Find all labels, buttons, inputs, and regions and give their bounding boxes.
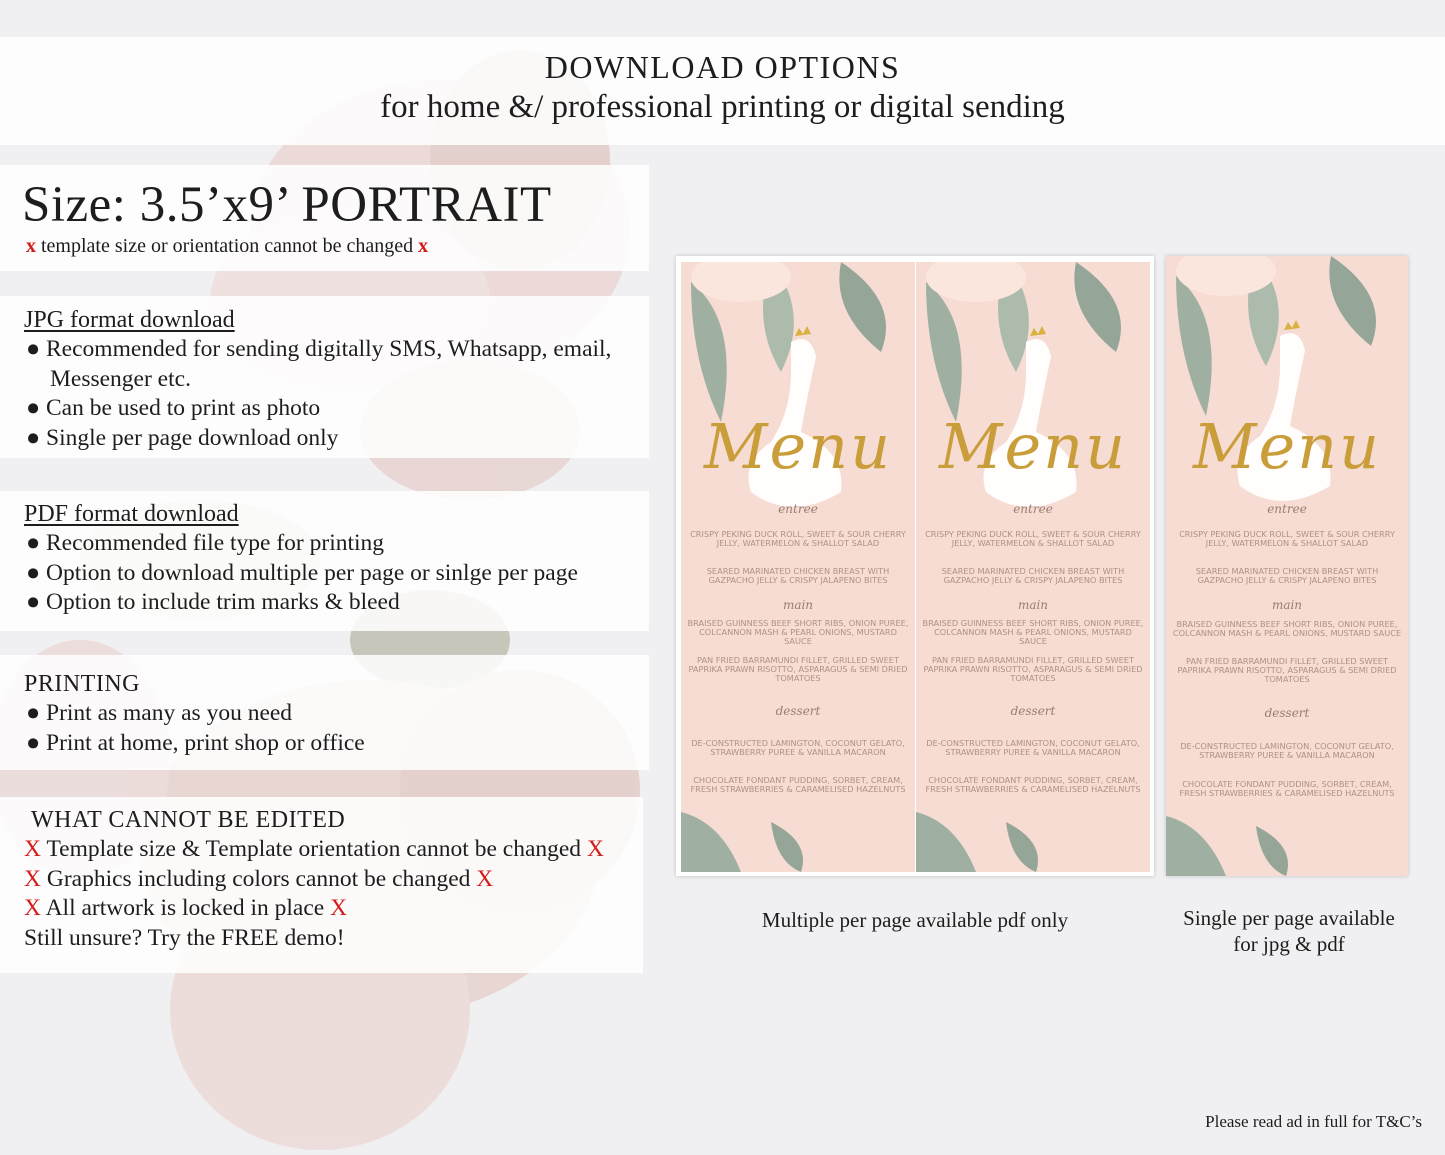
menu-item-text: PAN FRIED BARRAMUNDI FILLET, GRILLED SWEET PAPRIKA PRAWN RISOTTO, ASPARAGUS & SEMI DRIED TOMATOES <box>923 655 1143 684</box>
x-mark-icon: X <box>330 895 348 922</box>
size-title: Size: 3.5’x9’ PORTRAIT <box>22 177 552 233</box>
menu-item-text: CRISPY PEKING DUCK ROLL, SWEET & SOUR CHERRY JELLY, WATERMELON & SHALLOT SALAD <box>925 529 1141 549</box>
list-item: ● Recommended file type for printing <box>24 529 649 559</box>
size-note-text: template size or orientation cannot be changed <box>36 235 419 257</box>
menu-item-text: CHOCOLATE FONDANT PUDDING, SORBET, CREAM, FRESH STRAWBERRIES & CARAMELISED HAZELNUTS <box>690 775 906 795</box>
list-item-continuation: Messenger etc. <box>50 365 191 392</box>
menu-item-text: DE-CONSTRUCTED LAMINGTON, COCONUT GELATO, STRAWBERRY PUREE & VANILLA MACARON <box>691 738 905 758</box>
list-item: X Graphics including colors cannot be changed X <box>24 865 494 892</box>
menu-item-text: CRISPY PEKING DUCK ROLL, SWEET & SOUR CHERRY JELLY, WATERMELON & SHALLOT SALAD <box>1179 529 1395 549</box>
list-item: ● Print at home, print shop or office <box>24 729 649 759</box>
bullet-icon: ● <box>26 425 41 452</box>
jpg-format-panel <box>0 296 649 458</box>
bullet-icon: ● <box>26 530 41 556</box>
bullet-icon: ● <box>26 336 41 362</box>
single-per-page-caption: Single per page available for jpg & pdf <box>1183 906 1395 956</box>
header-title: DOWNLOAD OPTIONS <box>544 49 901 85</box>
menu-item-text: CHOCOLATE FONDANT PUDDING, SORBET, CREAM, FRESH STRAWBERRIES & CARAMELISED HAZELNUTS <box>1179 779 1395 799</box>
terms-note: Please read ad in full for T&C’s <box>1205 1112 1422 1131</box>
menu-script-title: Menu <box>1192 410 1382 483</box>
header-subtitle: for home &/ professional printing or digital sending <box>380 89 1065 125</box>
cannot-edit-title: WHAT CANNOT BE EDITED <box>31 807 346 833</box>
menu-item-text: SEARED MARINATED CHICKEN BREAST WITH GAZPACHO JELLY & CRISPY JALAPENO BITES <box>1195 566 1379 586</box>
x-mark-icon: X <box>24 895 41 922</box>
jpg-section-title: JPG format download <box>24 307 235 333</box>
menu-item-text: PAN FRIED BARRAMUNDI FILLET, GRILLED SWEET PAPRIKA PRAWN RISOTTO, ASPARAGUS & SEMI DRIED TOMATOES <box>1177 656 1397 685</box>
entree-label: entree <box>1013 502 1053 516</box>
list-item: X Template size & Template orientation cannot be changed X <box>24 836 604 862</box>
list-item: ● Print as many as you need <box>24 699 649 729</box>
menu-item-text: SEARED MARINATED CHICKEN BREAST WITH GAZPACHO JELLY & CRISPY JALAPENO BITES <box>941 566 1125 586</box>
dessert-label: dessert <box>1010 704 1056 718</box>
pdf-section-title: PDF format download <box>24 501 239 527</box>
x-mark-icon: X <box>476 865 494 892</box>
demo-note: Still unsure? Try the FREE demo! <box>24 925 345 952</box>
entree-label: entree <box>778 502 818 516</box>
printing-section-title: PRINTING <box>24 671 140 697</box>
printing-panel <box>0 655 649 770</box>
cannot-edit-panel <box>0 797 643 973</box>
menu-item-text: CHOCOLATE FONDANT PUDDING, SORBET, CREAM, FRESH STRAWBERRIES & CARAMELISED HAZELNUTS <box>925 775 1141 795</box>
list-item: X All artwork is locked in place X <box>24 895 348 922</box>
dessert-label: dessert <box>775 704 821 718</box>
main-label: main <box>782 598 814 612</box>
menu-item-text: DE-CONSTRUCTED LAMINGTON, COCONUT GELATO, STRAWBERRY PUREE & VANILLA MACARON <box>926 738 1140 758</box>
menu-card-preview <box>916 262 1150 872</box>
main-label: main <box>1017 598 1049 612</box>
menu-script-title: Menu <box>938 410 1128 483</box>
bullet-icon: ● <box>26 700 41 726</box>
entree-label: entree <box>1267 502 1307 516</box>
list-item: ● Option to include trim marks & bleed <box>24 588 649 618</box>
bullet-icon: ● <box>26 395 41 422</box>
list-item: ● Single per page download only <box>24 424 649 454</box>
size-panel <box>0 165 649 271</box>
x-mark-icon: X <box>24 836 41 862</box>
menu-script-title: Menu <box>703 410 893 483</box>
x-mark-icon: X <box>586 836 604 862</box>
pdf-format-panel <box>0 491 649 631</box>
x-mark-icon: x <box>418 235 429 257</box>
bullet-icon: ● <box>26 589 41 616</box>
list-item: ● Option to download multiple per page or sinlge per page <box>24 559 649 589</box>
dessert-label: dessert <box>1264 706 1310 720</box>
list-item: ● Recommended for sending digitally SMS, Whatsapp, email, <box>24 335 649 365</box>
download-options-header <box>0 37 1445 145</box>
main-label: main <box>1271 598 1303 612</box>
bullet-icon: ● <box>26 729 41 756</box>
multiple-per-page-caption: Multiple per page available pdf only <box>761 908 1069 932</box>
menu-item-text: CRISPY PEKING DUCK ROLL, SWEET & SOUR CHERRY JELLY, WATERMELON & SHALLOT SALAD <box>690 529 906 549</box>
menu-item-text: DE-CONSTRUCTED LAMINGTON, COCONUT GELATO, STRAWBERRY PUREE & VANILLA MACARON <box>1180 741 1394 761</box>
menu-item-text: PAN FRIED BARRAMUNDI FILLET, GRILLED SWEET PAPRIKA PRAWN RISOTTO, ASPARAGUS & SEMI DRIED TOMATOES <box>688 655 908 684</box>
menu-card-preview-single <box>1166 256 1408 876</box>
bullet-icon: ● <box>26 559 41 586</box>
size-note <box>26 233 649 259</box>
list-item: ● Can be used to print as photo <box>24 394 649 424</box>
x-mark-icon: X <box>24 865 41 892</box>
menu-item-text: BRAISED GUINNESS BEEF SHORT RIBS, ONION PUREE, COLCANNON MASH & PEARL ONIONS, MUSTARD SAUCE <box>687 618 909 647</box>
menu-item-text: BRAISED GUINNESS BEEF SHORT RIBS, ONION PUREE, COLCANNON MASH & PEARL ONIONS, MUSTARD SAUCE <box>1172 619 1402 639</box>
x-mark-icon: x <box>26 235 36 257</box>
menu-card-preview <box>681 262 915 872</box>
menu-item-text: SEARED MARINATED CHICKEN BREAST WITH GAZPACHO JELLY & CRISPY JALAPENO BITES <box>706 566 890 586</box>
menu-item-text: BRAISED GUINNESS BEEF SHORT RIBS, ONION PUREE, COLCANNON MASH & PEARL ONIONS, MUSTARD SAUCE <box>922 618 1144 647</box>
